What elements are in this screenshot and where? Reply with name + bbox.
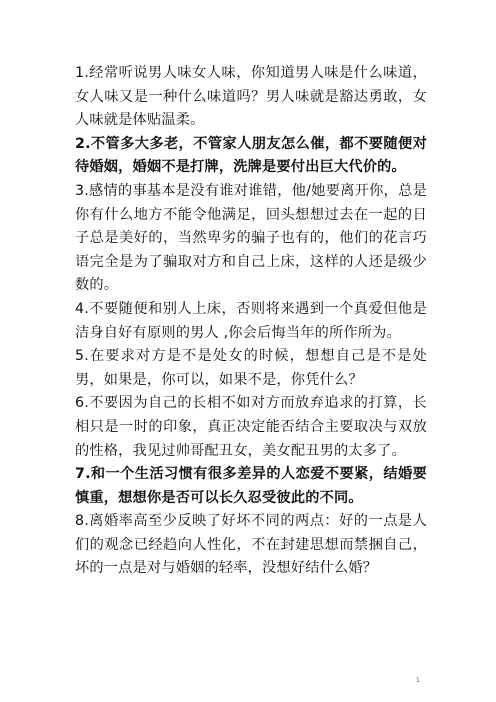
page-number: 1 <box>416 677 420 684</box>
paragraph-7: 7.和一个生活习惯有很多差异的人恋爱不要紧，结婚要慎重，想想你是否可以长久忍受彼此的不同。 <box>75 466 427 506</box>
paragraph-6: 6.不要因为自己的长相不如对方而放弃追求的打算，长相只是一时的印象，真正决定能否结合主要取决与双放的性格，我见过帅哥配丑女，美女配丑男的太多了。 <box>75 395 427 459</box>
paragraph-1: 1.经常听说男人味女人味，你知道男人味是什么味道，女人味又是一种什么味道吗？男人味就是豁达勇敢，女人味就是体贴温柔。 <box>75 65 427 129</box>
paragraph-4: 4.不要随便和别人上床，否则将来遇到一个真爱但他是洁身自好有原则的男人 ,你会后悔当年的所作所为。 <box>75 300 427 341</box>
paragraph-5: 5.在要求对方是不是处女的时候，想想自己是不是处男，如果是，你可以，如果不是，你凭什么？ <box>75 348 427 388</box>
paragraph-8: 8.离婚率高至少反映了好坏不同的两点：好的一点是人们的观念已经趋向人性化，不在封建思想而禁捆自己，坏的一点是对与婚姻的轻率，没想好结什么婚？ <box>75 513 427 577</box>
paragraph-2: 2.不管多大多老，不管家人朋友怎么催，都不要随便对待婚姻，婚姻不是打牌，洗牌是要付出巨大代价的。 <box>75 135 427 176</box>
paragraph-3: 3.感情的事基本是没有谁对谁错，他/她要离开你，总是你有什么地方不能令他满足，回头想想过去在一起的日子总是美好的，当然卑劣的骗子也有的，他们的花言巧语完全是为了骗取对方和自己上床，这样的人还是级少数的。 <box>75 182 427 294</box>
document-body <box>75 62 427 581</box>
